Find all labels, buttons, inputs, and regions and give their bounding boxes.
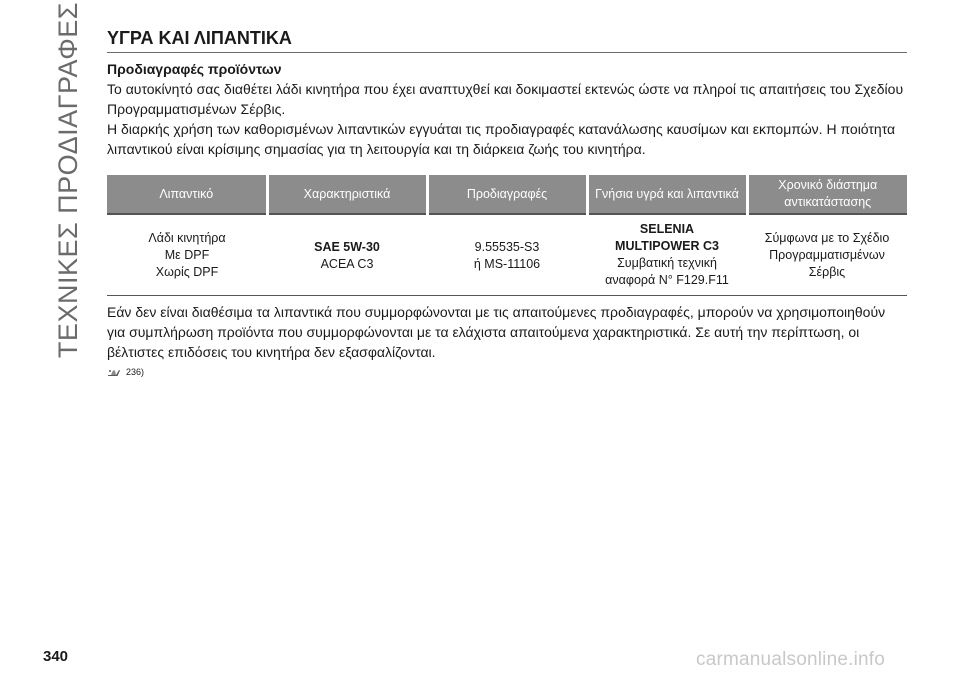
- page-content: [107, 28, 907, 378]
- genuine-reference-label: Συμβατική τεχνική: [617, 256, 717, 270]
- header-specifications: Προδιαγραφές: [427, 175, 587, 214]
- chapter-side-title: [46, 1, 90, 359]
- section-title: ΥΓΡΑ ΚΑΙ ΛΙΠΑΝΤΙΚΑ: [107, 28, 907, 53]
- paragraph-intro: Το αυτοκίνητό σας διαθέτει λάδι κινητήρα που έχει αναπτυχθεί και δοκιμαστεί εκτενώς ώστε να πληροί τις απαιτήσεις του Σχεδίου Προγραμματισμένων Σέρβις.: [107, 81, 904, 117]
- genuine-product: MULTIPOWER C3: [615, 239, 719, 253]
- genuine-reference-number: αναφορά N° F129.F11: [605, 273, 729, 287]
- watermark: carmanualsonline.info: [696, 649, 886, 670]
- paragraph-quality: Η διαρκής χρήση των καθορισμένων λιπαντικών εγγυάται τις προδιαγραφές κατανάλωσης καυσίμων και εκπομπών. Η ποιότητα λιπαντικού είναι κρίσιμης σημασίας για τη λειτουργία και τη διάρκεια ζωής του κινητήρα.: [107, 121, 896, 157]
- lubricant-variant-no-dpf: Χωρίς DPF: [155, 265, 219, 279]
- table-header-row: [107, 175, 907, 214]
- header-genuine-fluids: Γνήσια υγρά και λιπαντικά: [587, 175, 747, 214]
- cell-specifications: [427, 214, 587, 296]
- fallback-lubricant-note: Εάν δεν είναι διαθέσιμα τα λιπαντικά που συμμορφώνονται με τις απαιτούμενες προδιαγραφές, μπορούν να χρησιμοποιηθούν για συμπλήρωση προϊόντα που συμμορφώνονται με τα ελάχιστα απαιτούμενα χαρακτηριστικά. Σε αυτή την περίπτωση, οι βέλτιστες επιδόσεις του κινητήρα δεν εξασφαλίζονται.: [107, 304, 886, 360]
- chapter-side-title-text: ΤΕΧΝΙΚΕΣ ΠΡΟΔΙΑΓΡΑΦΕΣ: [52, 1, 83, 359]
- subheading: Προδιαγραφές προϊόντων: [107, 61, 282, 77]
- table-row: [107, 214, 907, 296]
- lubricant-variant-dpf: Με DPF: [164, 248, 210, 262]
- cell-lubricant: [107, 214, 267, 296]
- header-lubricant: Λιπαντικό: [107, 175, 267, 214]
- lubricant-spec-table: [107, 175, 907, 296]
- interval-line-2: Προγραμματισμένων: [769, 248, 885, 262]
- interval-line-3: Σέρβις: [808, 265, 846, 279]
- header-characteristics: Χαρακτηριστικά: [267, 175, 427, 214]
- spec-primary: 9.55535-S3: [474, 240, 540, 254]
- lubricant-name: Λάδι κινητήρα: [148, 231, 226, 245]
- cell-change-interval: [747, 214, 907, 296]
- cell-genuine-fluids: [587, 214, 747, 296]
- note-reference: [107, 366, 907, 378]
- interval-line-1: Σύμφωνα με το Σχέδιο: [764, 231, 890, 245]
- acea-grade: ACEA C3: [320, 257, 374, 271]
- page-number: 340: [43, 648, 69, 665]
- spec-alternative: ή MS-11106: [473, 257, 541, 271]
- genuine-brand: SELENIA: [639, 222, 695, 236]
- oil-can-icon: [107, 366, 121, 378]
- header-change-interval: Χρονικό διάστημα αντικατάστασης: [747, 175, 907, 214]
- cell-characteristics: [267, 214, 427, 296]
- note-reference-number: 236): [126, 367, 145, 377]
- sae-grade: SAE 5W-30: [314, 240, 380, 254]
